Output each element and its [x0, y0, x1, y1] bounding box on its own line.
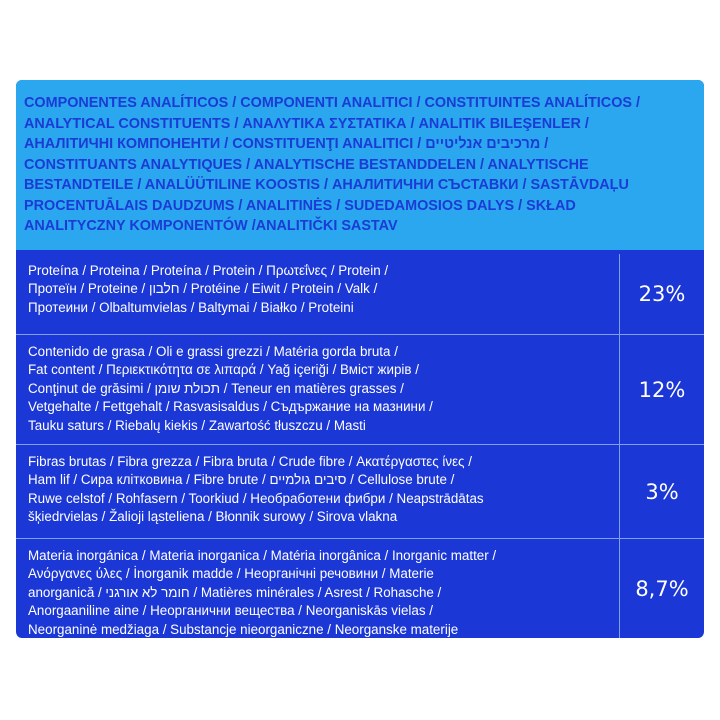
- row-label: [28, 262, 618, 317]
- analytical-constituents-panel: [16, 80, 704, 638]
- row-label-line: Tauku saturs / Riebalų kiekis / Zawartość tłuszczu / Masti: [28, 417, 366, 433]
- row-value: 8,7%: [635, 576, 689, 601]
- table-row-protein: [16, 254, 704, 334]
- header-line: CONSTITUANTS ANALYTIQUES / ANALYTISCHE BESTANDDELEN / ANALYTISCHE: [24, 155, 589, 173]
- table-row-inorganic: [16, 538, 704, 638]
- row-label-line: Протеїн / Proteine / חלבון / Protéine / Eiwit / Protein / Valk /: [28, 281, 378, 297]
- row-label: [28, 547, 618, 638]
- header-line: COMPONENTES ANALÍTICOS / COMPONENTI ANALITICI / CONSTITUINTES ANALÍTICOS /: [24, 94, 641, 111]
- header-line: ANALITYCZNY KOMPONENTÓW /ANALITIČKI SASTAV: [24, 217, 398, 234]
- row-label-line: Vetgehalte / Fettgehalt / Rasvasisaldus / Съдържание на мазнини /: [28, 399, 433, 415]
- row-label: [28, 343, 618, 435]
- row-label-line: Anorgaaniline aine / Неорганични вещества / Neorganiskās vielas /: [28, 603, 433, 619]
- row-label-line: Протеини / Olbaltumvielas / Baltymai / Białko / Proteini: [28, 299, 354, 315]
- row-label-line: Contenido de grasa / Oli e grassi grezzi / Matéria gorda bruta /: [28, 344, 398, 359]
- row-label-line: šķiedrvielas / Žalioji ląsteliena / Błonnik surowy / Sirova vlakna: [28, 509, 398, 525]
- row-label-line: Materia inorgánica / Materia inorganica / Matéria inorgânica / Inorganic matter /: [28, 548, 497, 563]
- constituents-table: [16, 254, 704, 638]
- row-value: 3%: [645, 479, 679, 504]
- header-line: BESTANDTEILE / ANALÜÜTILINE KOOSTIS / АНАЛИТИЧНИ СЪСТАВКИ / SASTĀVDAĻU: [24, 176, 629, 193]
- row-label-line: Neorganinė medžiaga / Substancje nieorganiczne / Neorganske materije: [28, 621, 459, 637]
- row-label-line: Conţinut de grăsimi / תכולת שומן / Teneur en matières grasses /: [28, 380, 404, 396]
- row-label-line: anorganică / חומר לא אורגני / Matières minérales / Asrest / Rohasche /: [28, 584, 442, 600]
- row-label-line: Proteína / Proteina / Proteína / Protein / Πρωτεΐνες / Protein /: [28, 263, 389, 278]
- row-label-line: Ham lif / Сира клітковина / Fibre brute / סיבים גולמיים / Cellulose brute /: [28, 472, 455, 488]
- header-line: ANALYTICAL CONSTITUENTS / ΑΝΑΛΥΤΙΚΑ ΣΥΣΤΑΤΙΚΑ / ANALITIK BILEŞENLER /: [24, 114, 589, 132]
- row-value: 23%: [638, 282, 686, 306]
- row-value: 12%: [638, 377, 686, 402]
- table-row-fat: [16, 334, 704, 444]
- header-line: PROCENTUĀLAIS DAUDZUMS / ANALITINĖS / SUDEDAMOSIOS DALYS / SKŁAD: [24, 196, 576, 214]
- row-label-line: Ruwe celstof / Rohfasern / Toorkiud / Необработени фибри / Neapstrādātas: [28, 490, 484, 506]
- row-label: [28, 453, 618, 527]
- header-line: АНАЛІТИЧНІ КОМПОНЕНТИ / CONSTITUENŢI ANALITICI / מרכיבים אנליטיים /: [24, 135, 549, 152]
- table-row-fibre: [16, 444, 704, 538]
- row-label-line: Fat content / Περιεκτικότητα σε λιπαρά / Yağ içeriği / Вміст жирів /: [28, 362, 419, 378]
- header-band: [16, 80, 704, 250]
- row-label-line: Fibras brutas / Fibra grezza / Fibra bruta / Crude fibre / Ακατέργαστες ίνες /: [28, 454, 472, 469]
- row-label-line: Ανόργανες ύλες / İnorganik madde / Неорганічні речовини / Materie: [28, 566, 434, 582]
